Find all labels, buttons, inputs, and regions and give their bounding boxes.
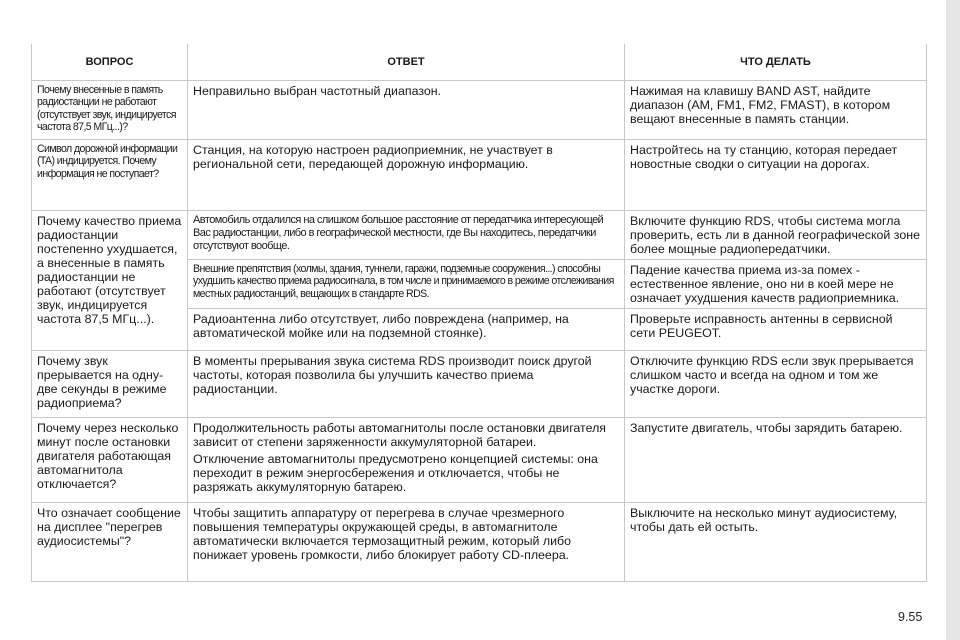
- question-cell: Что означает сообщение на дисплее "перегрев аудиосистемы"?: [32, 503, 188, 582]
- action-cell: Настройтесь на ту станцию, которая передает новостные сводки о ситуации на дорогах.: [625, 140, 927, 211]
- action-cell: Падение качества приема из-за помех - естественное явление, оно ни в коей мере не означает ухудшения качеств радиоприемника.: [625, 260, 927, 309]
- answer-cell: Автомобиль отдалился на слишком большое расстояние от передатчика интересующей Вас радиостанции, либо в географической местности, где Вы находитесь, передатчики отсутствуют вообще.: [188, 211, 625, 260]
- question-cell: Почему качество приема радиостанции постепенно ухудшается, а внесенные в память радиостанции не работают (отсутствует звук, индицируется частота 87,5 МГц...).: [32, 211, 188, 351]
- table-row: [32, 140, 927, 211]
- action-cell: Включите функцию RDS, чтобы система могла проверить, есть ли в данной географической зоне более мощные радиопередатчики.: [625, 211, 927, 260]
- page-number: 9.55: [898, 610, 923, 624]
- faq-table: [31, 44, 927, 582]
- answer-cell: Станция, на которую настроен радиоприемник, не участвует в региональной сети, передающей дорожную информацию.: [188, 140, 625, 211]
- table-row: [32, 503, 927, 582]
- table-row: [32, 211, 927, 260]
- header-action: ЧТО ДЕЛАТЬ: [625, 44, 927, 81]
- page-edge-tab: [946, 0, 960, 640]
- table-header-row: [32, 44, 927, 81]
- table-row: [32, 351, 927, 418]
- question-cell: Почему через несколько минут после остановки двигателя работающая автомагнитола отключается?: [32, 418, 188, 503]
- answer-cell: [188, 418, 625, 503]
- question-cell: Почему внесенные в память радиостанции не работают (отсутствует звук, индицируется частота 87,5 МГц...)?: [32, 81, 188, 140]
- answer-cell: Радиоантенна либо отсутствует, либо повреждена (например, на автоматической мойке или на подземной стоянке).: [188, 309, 625, 351]
- action-cell: Запустите двигатель, чтобы зарядить батарею.: [625, 418, 927, 503]
- header-question: ВОПРОС: [32, 44, 188, 81]
- table-row: [32, 418, 927, 503]
- answer-cell: Чтобы защитить аппаратуру от перегрева в случае чрезмерного повышения температуры окружающей среды, в автомагнитоле автоматически включается термозащитный режим, который либо понижает уровень громкости, либо блокирует работу CD-плеера.: [188, 503, 625, 582]
- table-row: [32, 81, 927, 140]
- action-cell: Отключите функцию RDS если звук прерывается слишком часто и всегда на одном и том же участке дороги.: [625, 351, 927, 418]
- answer-cell: Внешние препятствия (холмы, здания, туннели, гаражи, подземные сооружения...) способны ухудшить качество приема радиосигнала, в том числе и принимаемого в режиме отслеживания местных радиостанций, вещающих в стандарте RDS.: [188, 260, 625, 309]
- question-cell: Символ дорожной информации (TA) индицируется. Почему информация не поступает?: [32, 140, 188, 211]
- question-cell: Почему звук прерывается на одну-две секунды в режиме радиоприема?: [32, 351, 188, 418]
- answer-paragraph: Отключение автомагнитолы предусмотрено концепцией системы: она переходит в режим энергосбережения и отключается, чтобы не разряжать аккумуляторную батарею.: [193, 452, 598, 494]
- answer-paragraph: Продолжительность работы автомагнитолы после остановки двигателя зависит от степени заряженности аккумуляторной батареи.: [193, 421, 607, 449]
- action-cell: Проверьте исправность антенны в сервисной сети PEUGEOT.: [625, 309, 927, 351]
- action-cell: Нажимая на клавишу BAND AST, найдите диапазон (AM, FM1, FM2, FMAST), в котором вещают внесенные в память станции.: [625, 81, 927, 140]
- answer-cell: В моменты прерывания звука система RDS производит поиск другой частоты, которая позволила бы улучшить качество приема радиостанции.: [188, 351, 625, 418]
- answer-cell: Неправильно выбран частотный диапазон.: [188, 81, 625, 140]
- header-answer: ОТВЕТ: [188, 44, 625, 81]
- action-cell: Выключите на несколько минут аудиосистему, чтобы дать ей остыть.: [625, 503, 927, 582]
